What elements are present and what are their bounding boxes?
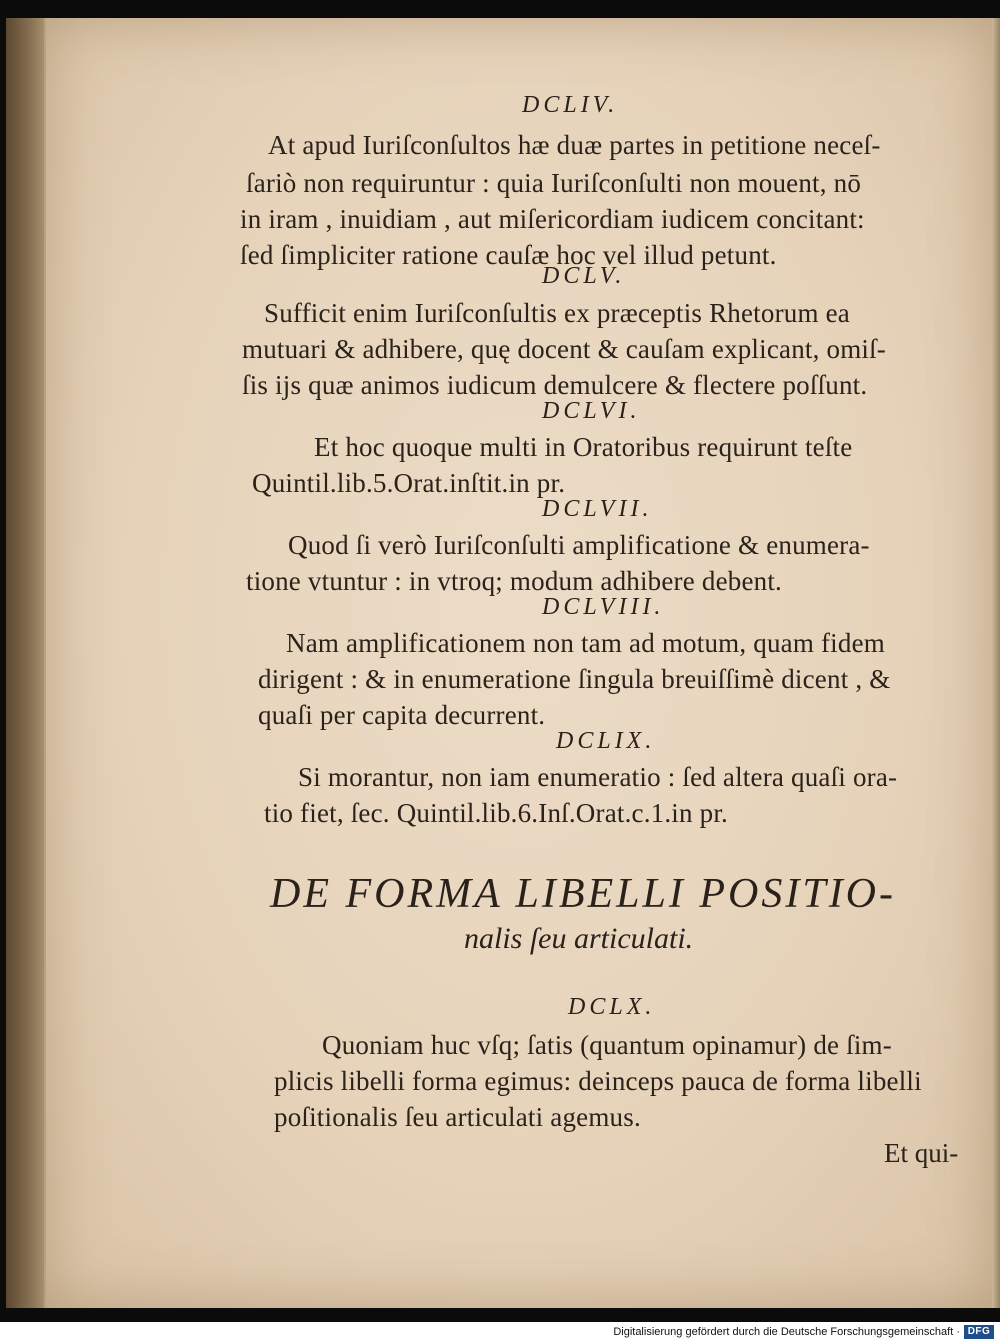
text-line: in iram , inuidiam , aut miſericordiam iudicem concitant: — [240, 204, 865, 234]
text-line: Quintil.lib.5.Orat.inſtit.in pr. — [252, 468, 566, 498]
text-line: ſariò non requiruntur : quia Iuriſconſulti non mouent, nō — [246, 168, 862, 198]
text-line: Quod ſi verò Iuriſconſulti amplificatione & enumera- — [288, 530, 870, 560]
book-page — [40, 18, 992, 1308]
chapter-subtitle: nalis ſeu articulati. — [464, 922, 694, 955]
section-heading: DCLVI. — [542, 398, 641, 424]
text-line: ſis ijs quæ animos iudicum demulcere & flectere poſſunt. — [242, 370, 868, 400]
text-line: poſitionalis ſeu articulati agemus. — [274, 1102, 641, 1132]
text-line: Et hoc quoque multi in Oratoribus requirunt teſte — [314, 432, 853, 462]
chapter-title: DE FORMA LIBELLI POSITIO- — [270, 871, 897, 917]
text-line: mutuari & adhibere, quę docent & cauſam explicant, omiſ- — [242, 334, 886, 364]
text-line: Nam amplificationem non tam ad motum, quam fidem — [286, 628, 885, 658]
text-line: Si morantur, non iam enumeratio : ſed altera quaſi ora- — [298, 762, 898, 792]
section-heading: DCLVII. — [542, 496, 653, 522]
section-heading: DCLX. — [568, 994, 656, 1020]
section-heading: DCLIV. — [522, 92, 619, 118]
text-line: dirigent : & in enumeratione ſingula breuiſſimè dicent , & — [258, 664, 891, 694]
text-line: At apud Iuriſconſultos hæ duæ partes in petitione neceſ- — [268, 130, 881, 160]
credit-text: Digitalisierung gefördert durch die Deutsche Forschungsgemeinschaft · — [613, 1326, 960, 1338]
digitization-credit-bar — [0, 1322, 1000, 1342]
text-line: plicis libelli forma egimus: deinceps pauca de forma libelli — [274, 1066, 922, 1096]
dfg-logo: DFG — [964, 1325, 994, 1339]
section-heading: DCLVIII. — [542, 594, 665, 620]
text-line: quaſi per capita decurrent. — [258, 700, 546, 730]
text-line: Quoniam huc vſq; ſatis (quantum opinamur) de ſim- — [322, 1030, 892, 1060]
text-line: ſed ſimpliciter ratione cauſæ hoc vel illud petunt. — [240, 240, 777, 270]
text-line: Sufficit enim Iuriſconſultis ex præceptis Rhetorum ea — [264, 298, 850, 328]
catchword: Et qui- — [884, 1138, 959, 1168]
text-line: tione vtuntur : in vtroq; modum adhibere debent. — [246, 566, 782, 596]
text-line: tio fiet, ſec. Quintil.lib.6.Inſ.Orat.c.1.in pr. — [264, 798, 729, 828]
page-text — [46, 18, 992, 1308]
section-heading: DCLV. — [542, 263, 626, 289]
section-heading: DCLIX. — [556, 728, 656, 754]
